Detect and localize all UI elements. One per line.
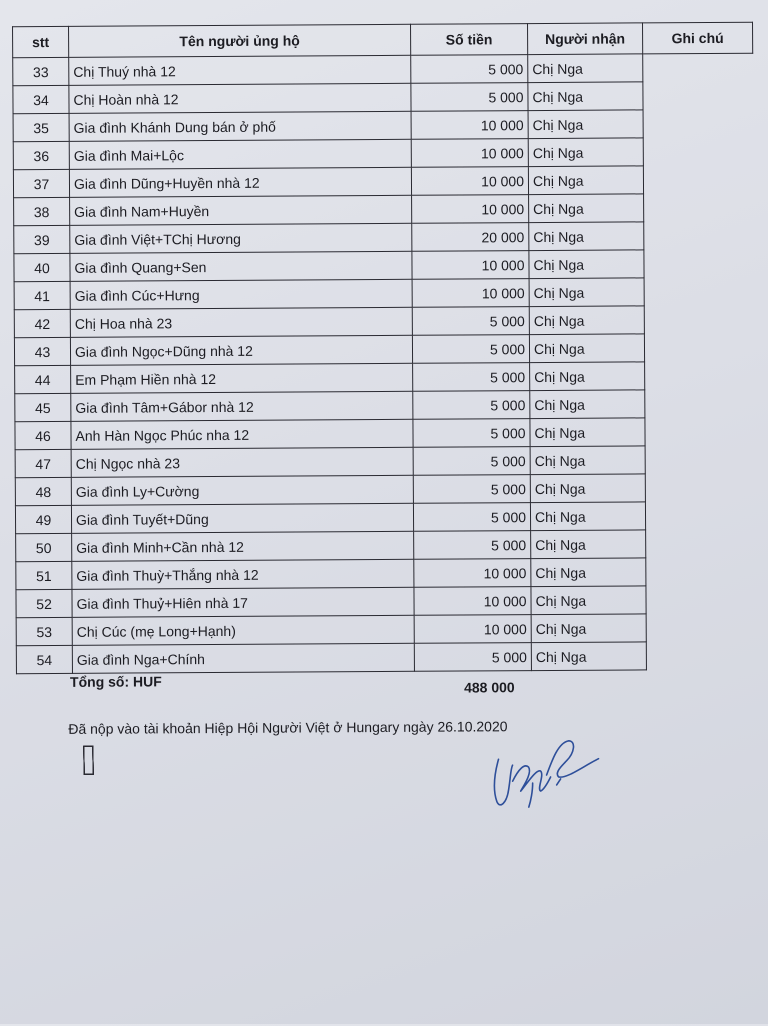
cell-recipient: Chị Nga	[529, 306, 644, 335]
cell-stt: 51	[16, 561, 72, 589]
cell-recipient: Chị Nga	[531, 642, 646, 671]
cell-stt: 43	[14, 337, 70, 365]
deposit-note: Đã nộp vào tài khoản Hiệp Hội Người Việt ở Hungary ngày 26.10.2020	[68, 718, 508, 737]
cell-recipient: Chị Nga	[530, 474, 645, 503]
table-row	[14, 305, 754, 338]
cell-stt: 41	[14, 281, 70, 309]
cell-donor-name: Gia đình Ngọc+Dũng nhà 12	[70, 335, 412, 365]
header-recipient: Người nhận	[528, 23, 643, 55]
cell-amount: 10 000	[414, 559, 531, 588]
donation-table	[12, 22, 757, 675]
cell-recipient: Chị Nga	[530, 362, 645, 391]
cell-stt: 48	[15, 477, 71, 505]
cell-amount: 10 000	[414, 587, 531, 616]
cell-recipient: Chị Nga	[531, 558, 646, 587]
table-row	[15, 501, 755, 534]
cell-donor-name: Em Phạm Hiền nhà 12	[71, 363, 413, 393]
cell-donor-name: Gia đình Nga+Chính	[72, 643, 414, 673]
cell-amount: 5 000	[413, 419, 530, 448]
table-row	[15, 389, 755, 422]
table-body	[13, 53, 757, 674]
table-row	[14, 333, 754, 366]
cell-stt: 53	[16, 617, 72, 645]
table-row	[13, 81, 753, 114]
cell-amount: 10 000	[412, 251, 529, 280]
cell-amount: 10 000	[412, 195, 529, 224]
cell-amount: 10 000	[411, 139, 528, 168]
cell-donor-name: Gia đình Ly+Cường	[71, 475, 413, 505]
cell-amount: 20 000	[412, 223, 529, 252]
table-row	[16, 529, 756, 562]
table-row	[13, 109, 753, 142]
header-amount: Số tiền	[411, 24, 528, 56]
signature-image	[486, 729, 607, 820]
cell-donor-name: Chị Thuý nhà 12	[69, 55, 411, 85]
cell-stt: 54	[16, 645, 72, 673]
table-row	[13, 53, 753, 86]
cell-recipient: Chị Nga	[528, 166, 643, 195]
cell-stt: 44	[15, 365, 71, 393]
header-note: Ghi chú	[643, 22, 753, 54]
cell-recipient: Chị Nga	[530, 446, 645, 475]
cell-recipient: Chị Nga	[531, 586, 646, 615]
table-row	[14, 249, 754, 282]
cell-stt: 35	[13, 113, 69, 141]
cell-donor-name: Gia đình Thuỷ+Hiên nhà 17	[72, 587, 414, 617]
cell-amount: 10 000	[411, 111, 528, 140]
cell-amount: 5 000	[413, 363, 530, 392]
cell-stt: 45	[15, 393, 71, 421]
cell-donor-name: Anh Hàn Ngọc Phúc nha 12	[71, 419, 413, 449]
cell-stt: 33	[13, 57, 69, 85]
header-donor-name: Tên người ủng hộ	[69, 24, 411, 57]
table-row	[13, 137, 753, 170]
cell-recipient: Chị Nga	[529, 250, 644, 279]
cell-stt: 42	[14, 309, 70, 337]
cell-donor-name: Gia đình Minh+Cần nhà 12	[72, 531, 414, 561]
total-value: 488 000	[464, 679, 515, 696]
cell-donor-name: Gia đình Tuyết+Dũng	[71, 503, 413, 533]
header-stt: stt	[13, 26, 69, 57]
cell-donor-name: Chị Cúc (mẹ Long+Hạnh)	[72, 615, 414, 645]
cell-amount: 5 000	[412, 307, 529, 336]
cell-amount: 5 000	[413, 475, 530, 504]
table-row	[16, 641, 756, 674]
cell-donor-name: Gia đình Tâm+Gábor nhà 12	[71, 391, 413, 421]
cell-stt: 34	[13, 85, 69, 113]
cell-amount: 5 000	[411, 83, 528, 112]
total-label: Tổng số: HUF	[69, 673, 162, 690]
cell-stt: 47	[15, 449, 71, 477]
cell-donor-name: Chị Ngọc nhà 23	[71, 447, 413, 477]
cell-amount: 5 000	[411, 55, 528, 84]
table-row	[16, 585, 756, 618]
cell-amount: 10 000	[414, 615, 531, 644]
cell-amount: 5 000	[414, 531, 531, 560]
cell-donor-name: Gia đình Mai+Lộc	[69, 139, 411, 169]
cell-recipient: Chị Nga	[529, 278, 644, 307]
table-row	[16, 557, 756, 590]
cell-donor-name: Gia đình Nam+Huyền	[70, 195, 412, 225]
cell-recipient: Chị Nga	[528, 138, 643, 167]
cell-amount: 5 000	[412, 335, 529, 364]
cell-amount: 5 000	[414, 643, 531, 672]
cell-amount: 10 000	[412, 279, 529, 308]
cell-donor-name: Gia đình Khánh Dung bán ở phố	[69, 111, 411, 141]
cell-stt: 39	[14, 225, 70, 253]
table-row	[15, 445, 755, 478]
cell-donor-name: Chị Hoa nhà 23	[70, 307, 412, 337]
table-row	[15, 473, 755, 506]
table-row	[15, 361, 755, 394]
cell-stt: 38	[14, 197, 70, 225]
cell-recipient: Chị Nga	[530, 390, 645, 419]
cell-recipient: Chị Nga	[529, 222, 644, 251]
cell-donor-name: Gia đình Dũng+Huyền nhà 12	[69, 167, 411, 197]
table-row	[14, 277, 754, 310]
table-row	[14, 193, 754, 226]
cell-recipient: Chị Nga	[531, 530, 646, 559]
cell-stt: 50	[16, 533, 72, 561]
table-row	[14, 221, 754, 254]
table-row	[16, 613, 756, 646]
cell-recipient: Chị Nga	[529, 194, 644, 223]
table-header-row	[13, 22, 753, 58]
cell-recipient: Chị Nga	[528, 82, 643, 111]
cell-donor-name: Gia đình Quang+Sen	[70, 251, 412, 281]
cell-stt: 52	[16, 589, 72, 617]
cell-donor-name: Chị Hoàn nhà 12	[69, 83, 411, 113]
cell-stt: 49	[15, 505, 71, 533]
cell-donor-name: Gia đình Cúc+Hưng	[70, 279, 412, 309]
table-row	[15, 417, 755, 450]
cell-donor-name: Gia đình Thuỳ+Thắng nhà 12	[72, 559, 414, 589]
cell-recipient: Chị Nga	[530, 502, 645, 531]
cell-amount: 5 000	[413, 447, 530, 476]
cell-stt: 37	[13, 169, 69, 197]
cell-donor-name: Gia đình Việt+TChị Hương	[70, 223, 412, 253]
cell-recipient: Chị Nga	[531, 614, 646, 643]
cell-recipient: Chị Nga	[528, 54, 643, 83]
cell-recipient: Chị Nga	[528, 110, 643, 139]
cell-stt: 36	[13, 141, 69, 169]
cell-recipient: Chị Nga	[529, 334, 644, 363]
cell-stt: 40	[14, 253, 70, 281]
cell-amount: 5 000	[413, 503, 530, 532]
cell-note	[83, 745, 93, 774]
cell-stt: 46	[15, 421, 71, 449]
cell-amount: 5 000	[413, 391, 530, 420]
table-row	[13, 165, 753, 198]
cell-amount: 10 000	[411, 167, 528, 196]
cell-recipient: Chị Nga	[530, 418, 645, 447]
